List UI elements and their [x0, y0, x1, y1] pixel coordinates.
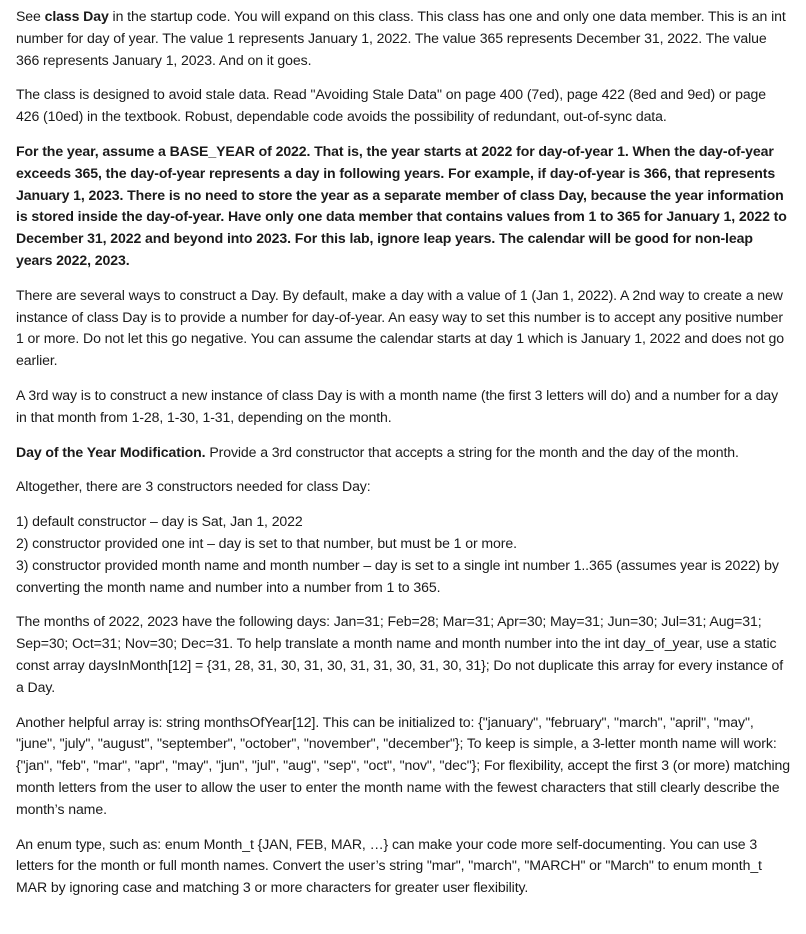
bold-term-class-day: class Day	[44, 8, 109, 24]
paragraph-constructors-intro: Altogether, there are 3 constructors needed for class Day:	[16, 478, 371, 495]
constructor-list	[16, 511, 792, 598]
text-run: See	[16, 8, 45, 24]
bold-heading-modification: Day of the Year Modification.	[16, 443, 206, 460]
list-item-int-constructor: 2) constructor provided one int – day is set to that number, but must be 1 or more.	[16, 534, 517, 551]
paragraph-stale-data: The class is designed to avoid stale data. Read "Avoiding Stale Data" on page 400 (7ed), page 422 (8ed and 9ed) or page 426 (10ed) in the textbook. Robust, dependable code avoids the possibility of redundant, out-of-sync data.	[16, 86, 767, 125]
paragraph-construct-ways: There are several ways to construct a Day. By default, make a day with a value of 1 (Jan 1, 2022). A 2nd way to create a new instance of class Day is to provide a number for day-of-year. An easy way to set this number is to accept any positive number 1 or more. Do not let this go negative. You can assume the calendar starts at day 1 which is January 1, 2022 and does not go earlier.	[16, 286, 784, 369]
text-run: in the startup code. You will expand on this class. This class has one and only one data member. This is an int number for day of year. The value 1 represents January 1, 2022. The value 365 represents December 31, 2022. The value 366 represents January 1, 2023. And on it goes.	[16, 8, 786, 68]
paragraph-months-of-year: Another helpful array is: string monthsOfYear[12]. This can be initialized to: {"january", "february", "march", "april", "may", "june", "july", "august", "september", "october", "november", "december"}; To keep is simple, a 3-letter month name will work: {"jan", "feb", "mar", "apr", "may", "jun", "jul", "aug", "sep", "oct", "nov", "dec"}; For flexibility, accept the first 3 (or more) matching month letters from the user to allow the user to enter the month name with the fewest characters that still clearly describe the month’s name.	[16, 713, 790, 817]
paragraph-base-year: For the year, assume a BASE_YEAR of 2022. That is, the year starts at 2022 for day-of-year 1. When the day-of-year exceeds 365, the day-of-year represents a day in following years. For example, if day-of-year is 366, that represents January 1, 2023. There is no need to store the year as a separate member of class Day, because the year information is stored inside the day-of-year. Have only one data member that contains values from 1 to 365 for January 1, 2022 to December 31, 2022 and beyond into 2023. For this lab, ignore leap years. The calendar will be good for non-leap years 2022, 2023.	[16, 142, 787, 268]
paragraph-third-way: A 3rd way is to construct a new instance of class Day is with a month name (the first 3 letters will do) and a number for a day in that month from 1-28, 1-30, 1-31, depending on the month.	[16, 386, 779, 425]
paragraph-modification	[16, 442, 792, 464]
list-item-default-constructor: 1) default constructor – day is Sat, Jan 1, 2022	[16, 513, 303, 530]
text-run: Provide a 3rd constructor that accepts a string for the month and the day of the month.	[205, 443, 739, 460]
paragraph-enum-type: An enum type, such as: enum Month_t {JAN, FEB, MAR, …} can make your code more self-documenting. You can use 3 letters for the month or full month names. Convert the user’s string "mar", "march", "MARCH" or "March" to enum month_t MAR by ignoring case and matching 3 or more characters for greater user flexibility.	[16, 835, 762, 896]
list-item-month-constructor: 3) constructor provided month name and month number – day is set to a single int number 1..365 (assumes year is 2022) by converting the month name and number into a number from 1 to 365.	[16, 556, 779, 595]
paragraph-days-in-month: The months of 2022, 2023 have the following days: Jan=31; Feb=28; Mar=31; Apr=30; May=31; Jun=30; Jul=31; Aug=31; Sep=30; Oct=31; Nov=30; Dec=31. To help translate a month name and month number into the int day_of_year, use a static const array daysInMonth[12] = {31, 28, 31, 30, 31, 30, 31, 31, 30, 31, 30, 31}; Do not duplicate this array for every instance of a Day.	[16, 613, 784, 695]
paragraph-class-day-intro	[16, 6, 792, 71]
